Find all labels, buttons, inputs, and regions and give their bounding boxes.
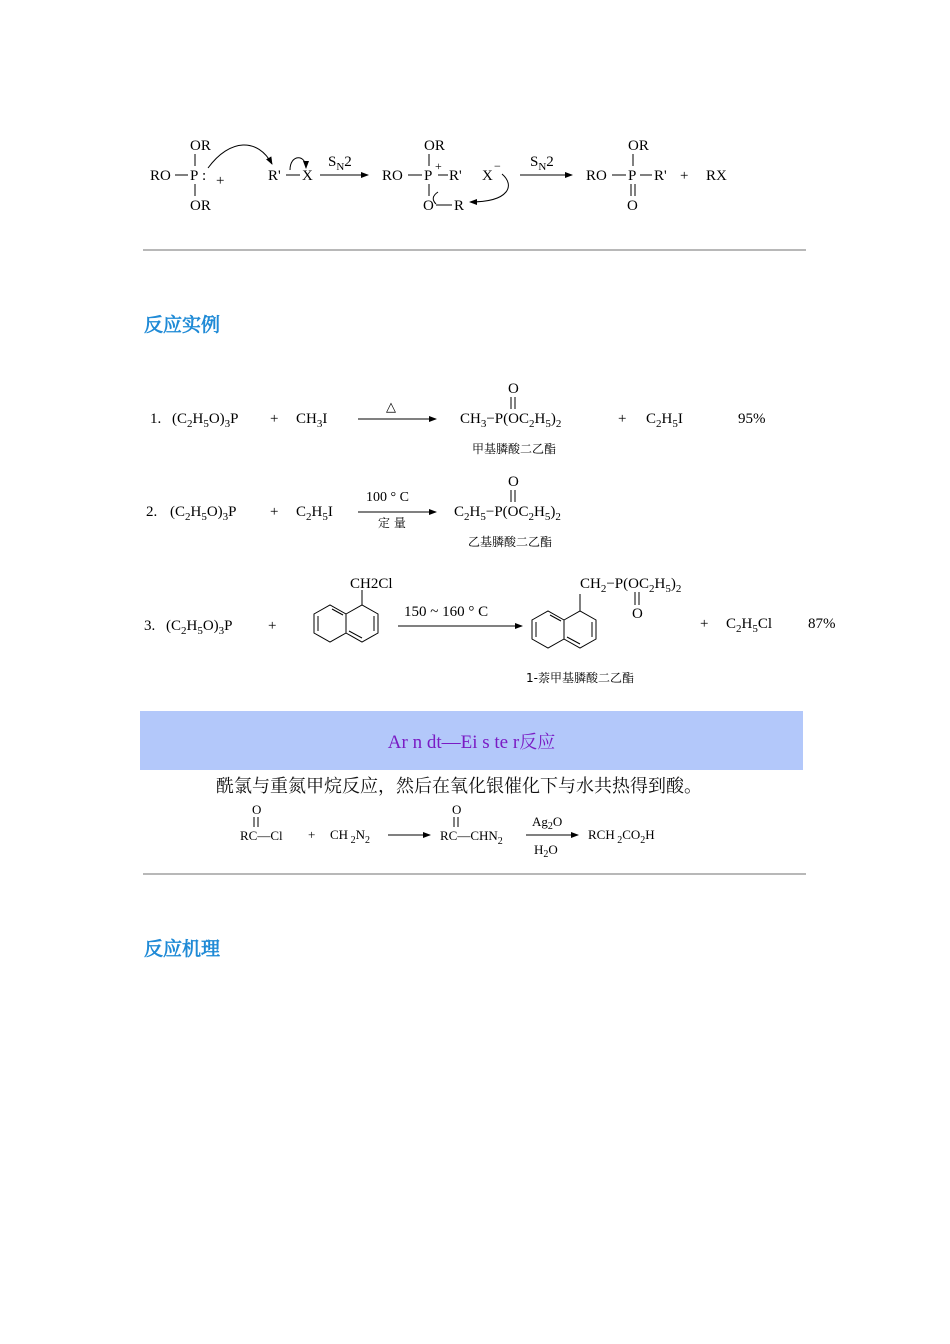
svg-text:CH2−P(OC2H5)2: $CH_2-P(OC_2H_5)_2$ — [580, 576, 682, 595]
svg-text:R': R' — [654, 168, 667, 184]
svg-text:+: + — [618, 411, 627, 427]
svg-text:87%: 87% — [808, 616, 836, 632]
svg-text:O: O — [452, 802, 462, 817]
product-name: 甲基膦酸二乙酯 — [472, 442, 557, 456]
svg-text:P: P — [424, 168, 433, 184]
reaction-banner — [140, 711, 803, 770]
ro-label: RO — [150, 168, 171, 184]
svg-text:(C2H5O)3P: $(C_2H_5O)_3P$ — [170, 504, 237, 523]
svg-text:定 量: 定 量 — [378, 516, 406, 530]
reaction-description: 酰氯与重氮甲烷反应，然后在氧化银催化下与水共热得到酸。 — [216, 776, 702, 797]
svg-text:150 ~ 160 ° C: 150 ~ 160 ° C — [404, 604, 489, 620]
svg-text:O: O — [508, 381, 519, 397]
svg-text:CH 2N2: CH $_2N_2$ — [330, 827, 370, 846]
or-top: OR — [190, 138, 211, 154]
svg-text:2.: 2. — [146, 504, 158, 520]
p-atom: P — [190, 168, 199, 184]
condition-label: △ — [386, 399, 396, 414]
svg-text:Ag2O: $Ag_2O$ — [532, 814, 563, 832]
banner-title: Ar n dt—Ei s te r反应 — [387, 732, 556, 753]
svg-text:+: + — [270, 411, 279, 427]
svg-text:RC—CHN2: $RC—CHN_2$ — [440, 828, 503, 847]
svg-text:H2O: $H_2O$ — [534, 842, 558, 860]
svg-text:RO: RO — [586, 168, 607, 184]
svg-text:(C2H5O)3P: $(C_2H_5O)_3P$ — [172, 411, 239, 430]
x-atom: X — [302, 168, 313, 184]
svg-text:CH3I: $CH_3I$ — [296, 411, 328, 430]
svg-text:+: + — [270, 504, 279, 520]
naphthalene-product — [532, 594, 596, 648]
svg-text:RO: RO — [382, 168, 403, 184]
svg-text:OR: OR — [424, 138, 445, 154]
svg-text:C2H5I: $C_2H_5I$ — [296, 504, 333, 523]
svg-text:O: O — [632, 606, 643, 622]
svg-text:3.: 3. — [144, 618, 156, 634]
svg-text:1-萘甲基膦酸二乙酯: 1-萘甲基膦酸二乙酯 — [526, 671, 634, 685]
or-bottom: OR — [190, 198, 211, 214]
section-title-examples: 反应实例 — [144, 315, 221, 336]
svg-text:RCH 2CO2H: RCH $_2CO_2H$ — [588, 827, 655, 846]
svg-text:OR: OR — [628, 138, 649, 154]
svg-text:+: + — [268, 618, 277, 634]
yield-label: 95% — [738, 411, 766, 427]
naphthalene-reagent — [314, 590, 378, 642]
svg-text:C2H5I: $C_2H_5I$ — [646, 411, 683, 430]
svg-text:乙基膦酸二乙酯: 乙基膦酸二乙酯 — [468, 535, 553, 549]
example-2 — [140, 468, 800, 558]
plus-sign: + — [216, 173, 225, 189]
r-prime: R' — [268, 168, 281, 184]
svg-text:SN2: $S_N2$ — [328, 154, 352, 173]
svg-text:O: O — [252, 802, 262, 817]
svg-text::: : — [202, 168, 207, 184]
svg-text:CH2Cl: CH2Cl — [350, 576, 393, 592]
example-number: 1. — [150, 411, 162, 427]
acyl-chloride: RC—Cl — [240, 828, 283, 843]
mechanism-scheme — [140, 130, 760, 220]
example-1 — [140, 375, 800, 465]
svg-text:X: X — [482, 168, 493, 184]
svg-text:R': R' — [449, 168, 462, 184]
svg-text:CH3−P(OC2H5)2: $CH_3-P(OC_2H_5)_2$ — [460, 411, 562, 430]
svg-text:+: + — [308, 827, 316, 842]
svg-text:+: + — [435, 159, 442, 173]
svg-text:+: + — [700, 616, 709, 632]
arndt-scheme — [230, 800, 690, 862]
svg-text:O: O — [423, 198, 434, 214]
svg-text:SN2: $S_N2$ — [530, 154, 554, 173]
svg-text:R: R — [454, 198, 465, 214]
svg-text:O: O — [627, 198, 638, 214]
svg-text:P: P — [628, 168, 637, 184]
svg-text:−: − — [494, 159, 501, 173]
svg-text:O: O — [508, 474, 519, 490]
svg-text:100 ° C: 100 ° C — [366, 490, 409, 505]
divider-1 — [143, 249, 806, 251]
svg-text:C2H5−P(OC2H5)2: $C_2H_5-P(OC_2H_5)_2$ — [454, 504, 561, 523]
svg-text:(C2H5O)3P: $(C_2H_5O)_3P$ — [166, 618, 233, 637]
svg-text:RX: RX — [706, 168, 727, 184]
example-3 — [140, 568, 860, 693]
divider-2 — [143, 873, 806, 875]
svg-text:C2H5Cl: $C_2H_5Cl$ — [726, 616, 773, 635]
svg-text:+: + — [680, 168, 689, 184]
section-title-mechanism: 反应机理 — [144, 939, 221, 960]
